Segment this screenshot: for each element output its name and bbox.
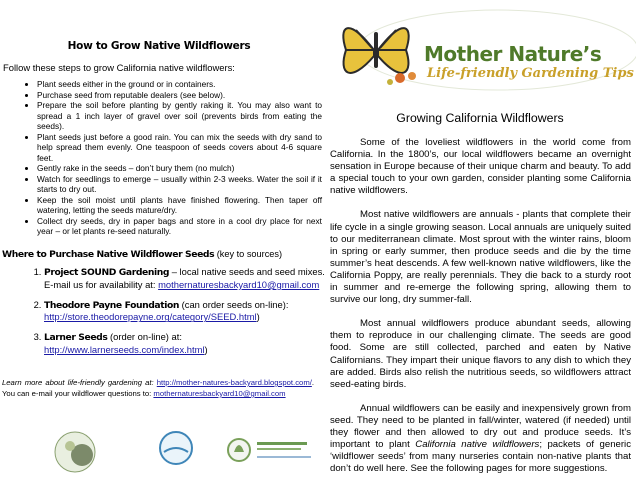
list-item: • Watch for seedlings to emerge – usually within 2-3 weeks. Water the soil if it starts to dry out. [37,174,322,195]
where-heading-note: (key to sources) [216,249,283,259]
partner-logo-society [225,430,315,470]
source-tail: ) [204,343,208,355]
source-desc: (can order seeds on-line): [179,298,289,310]
partner-logo-garden [50,430,100,475]
article-paragraph: Most annual wildflowers produce abundant seeds, allowing them to reproduce in our challenging climate. The seeds are good food. Some are still collected, parched and eaten by Native Californians. They impart their unique flavors to any dish to which they are added. Birds also relish the nutritious seeds, so wildflowers attract seed-eating birds. [330,318,631,390]
source-desc: – local native seeds and seed mixes. E-mail us for availability at: [44,266,325,290]
blog-link[interactable]: http://mother-natures-backyard.blogspot.com/ [156,378,312,387]
sources-list [24,266,334,364]
email-link[interactable]: mothernaturesbackyard10@gmail.com [153,389,286,398]
list-item: • Keep the soil moist until plants have finished flowering. Then taper off watering, letting the seeds mature/dry. [37,195,322,216]
learn-more-text [2,377,314,399]
where-heading [2,249,282,260]
grow-heading: How to Grow Native Wildflowers [67,40,251,52]
right-column [330,0,630,493]
list-item: • Plant seeds either in the ground or in containers. [37,79,322,90]
article-paragraph: Most native wildflowers are annuals - plants that complete their life cycle in a single growing season. Local annuals are uniquely suited to our mediterranean climate. Most sprout with the winter rains, bloom in spring or early summer, then produce seeds and die by the time summer’s heat descends. A few well-known native wildflowers, like the California Poppy, are really perennials. They die back to a sturdy root in summer and re-emerge the following spring, allowing them to survive our long, dry summer-fall. [330,209,631,306]
banner-title: Mother Nature’s [424,42,602,66]
article-paragraph: Some of the loveliest wildflowers in the world come from California. In the 1800’s, our local wildflowers became an overnight sensation in Europe because of their unique charm and beauty. To add a special touch to your own garden, consider planting some California native wildflowers. [330,137,631,197]
where-heading-title: Where to Purchase Native Wildflower Seeds [2,249,215,260]
learn-lead: Learn more about life-friendly gardening at: [2,378,154,387]
learn-mid: . You can e-mail your wildflower questions to: [2,378,314,398]
list-item: • Plant seeds just before a good rain. You can mix the seeds with dry sand to help spread them evenly. One teaspoon of seeds covers about 4-6 square feet. [37,132,322,164]
steps-list [24,79,322,237]
list-item: • Prepare the soil before planting by gently raking it. You may also want to spread a 1 inch layer of gravel over soil (prevents birds from eating the seeds). [37,100,322,132]
source-name: Theodore Payne Foundation [44,299,180,311]
article-paragraph [330,403,631,476]
source-desc: (order on-line) at: [107,331,182,343]
list-item [44,331,334,356]
paragraph-emphasis: California native wildflowers [415,439,540,451]
list-item: • Collect dry seeds, dry in paper bags and store in a cool dry place for next year – or let plants re-seed naturally. [37,216,322,237]
list-item [44,299,334,324]
article-title: Growing California Wildflowers [396,111,564,125]
list-item: • Gently rake in the seeds – don’t bury them (no mulch) [37,163,322,174]
source-name: Project SOUND Gardening [44,267,170,278]
list-item [44,266,334,291]
source-tail: ) [256,311,260,323]
partner-logos [0,425,318,475]
list-item: • Purchase seed from reputable dealers (see below). [37,90,322,101]
intro-text: Follow these steps to grow California native wildflowers: [3,62,235,73]
paragraph-part: Annual wildflowers can be easily and inexpensively grown from seed. They need to be planted in fall/winter, watered (if needed) until they flower and then allowed to dry out and produce seeds. It’s important to plant [330,402,631,451]
source-link[interactable]: http://www.larnerseeds.com/index.html [44,343,205,355]
article-body [330,137,631,487]
paragraph-part: ; packets of generic ‘wildflower seeds’ from many nurseries contain non-native plants that don’t do well here. See the following pages for more suggestions. [330,439,631,475]
source-link[interactable]: http://store.theodorepayne.org/category/SEED.html [44,311,257,323]
banner-subtitle: Life-friendly Gardening Tips [427,66,634,81]
source-name: Larner Seeds [44,332,108,344]
partner-logo-water [158,428,194,470]
source-link[interactable]: mothernaturesbackyard10@gmail.com [158,278,320,290]
